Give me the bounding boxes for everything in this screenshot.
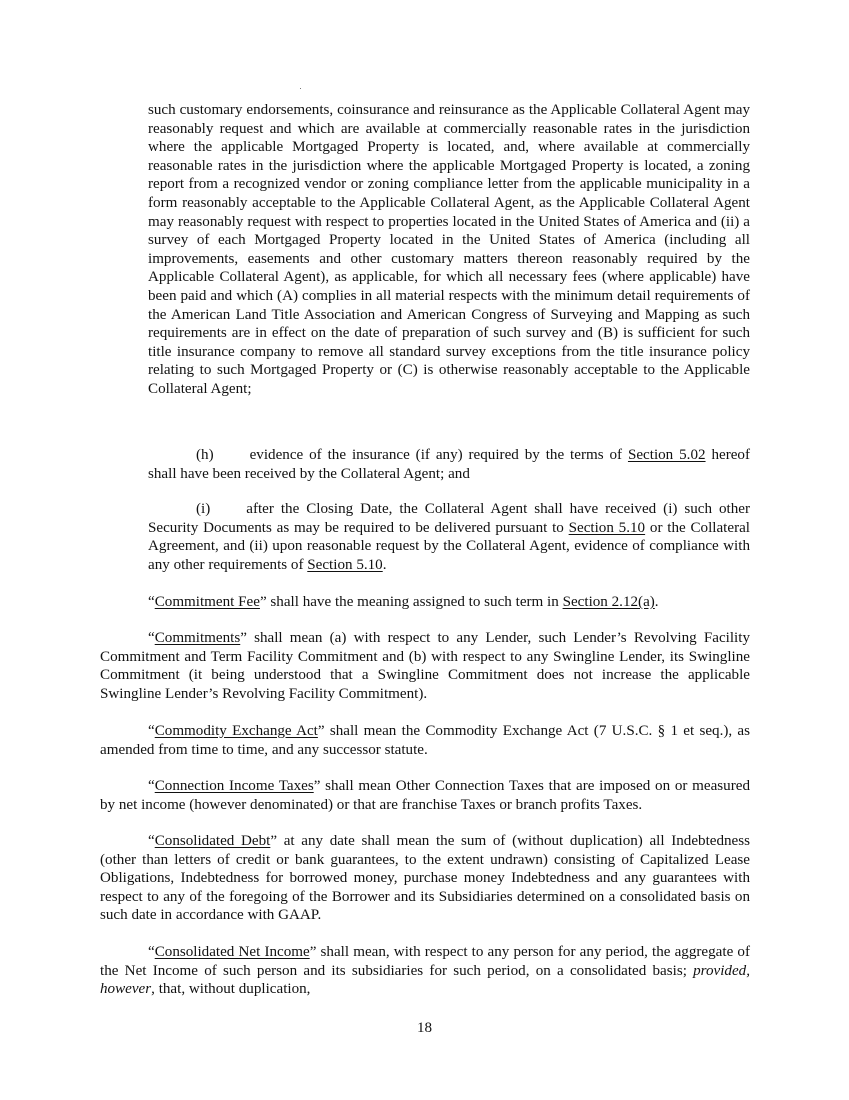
clause-i-text-1: after the Closing Date, the Collateral Agent shall have received (i) such other Security Documents as may be required to be delivered pursuant to bbox=[148, 501, 750, 536]
section-5-02-link[interactable]: Section 5.02 bbox=[627, 447, 706, 463]
term-commitments: Commitments bbox=[154, 630, 241, 646]
open-quote: “ bbox=[148, 833, 155, 849]
definition-consolidated-net-income bbox=[100, 943, 750, 999]
definition-text: ” shall have the meaning assigned to such term in bbox=[259, 594, 563, 610]
clause-i-text-2: or the Collateral Agreement, and (ii) upon reasonable request by the Collateral Agent, evidence of compliance with any other requirements of bbox=[148, 519, 750, 573]
open-quote: “ bbox=[148, 723, 155, 739]
definition-text-end: , that, without duplication, bbox=[151, 981, 311, 998]
open-quote: “ bbox=[148, 778, 155, 794]
page-number: 18 bbox=[416, 1020, 433, 1036]
section-5-10-link-1[interactable]: Section 5.10 bbox=[568, 519, 646, 536]
clause-h-text-before: evidence of the insurance (if any) required by the terms of bbox=[249, 447, 628, 463]
proviso-italic: provided, however bbox=[100, 962, 750, 998]
term-commodity-exchange-act: Commodity Exchange Act bbox=[154, 723, 318, 739]
definition-text: ” at any date shall mean the sum of (without duplication) all Indebtedness (other than letters of credit or bank guarantees, to the extent undrawn) consisting of Capitalized Lease Obligations, Indebtedness for borrowed money, purchase money Indebtedness and any guarantees with respect to any of the foregoing of the Borrower and its Subsidiaries determined on a consolidated basis on such date in accordance with GAAP. bbox=[100, 833, 750, 924]
definition-commodity-exchange-act bbox=[100, 722, 750, 759]
definition-text: ” shall mean (a) with respect to any Lender, such Lender’s Revolving Facility Commitment and Term Facility Commitment and (b) with respect to any Swingline Lender, its Swingline Commitment (it being understood that a Swingline Commitment does not increase the applicable Swingline Lender’s Revolving Facility Commitment). bbox=[100, 630, 750, 702]
definition-commitment-fee bbox=[148, 593, 750, 612]
term-consolidated-debt: Consolidated Debt bbox=[154, 833, 271, 849]
open-quote: “ bbox=[148, 944, 155, 960]
definition-consolidated-debt bbox=[100, 832, 750, 925]
clause-h-label: (h) bbox=[196, 447, 214, 463]
definition-connection-income-taxes bbox=[100, 777, 750, 814]
clause-i-text-3: . bbox=[382, 556, 387, 573]
open-quote: “ bbox=[148, 630, 155, 646]
definition-text: ” shall mean, with respect to any person for any period, the aggregate of the Net Income of such person and its subsidiaries for such period, on a consolidated basis; bbox=[100, 944, 750, 979]
open-quote: “ bbox=[148, 594, 155, 610]
term-commitment-fee: Commitment Fee bbox=[154, 594, 260, 610]
section-2-12a-link[interactable]: Section 2.12(a) bbox=[562, 594, 655, 610]
definition-text: ” shall mean the Commodity Exchange Act (7 U.S.C. § 1 et seq.), as amended from time to time, and any successor statute. bbox=[100, 723, 751, 758]
clause-h bbox=[148, 446, 750, 483]
clause-g-continuation: such customary endorsements, coinsurance and reinsurance as the Applicable Collateral Agent may reasonably request and which are available at commercially reasonable rates in the jurisdiction where the applicable Mortgaged Property is located, and, where available at commercially reasonable rates in the jurisdiction where the applicable Mortgaged Property is located, a zoning report from a recognized vendor or zoning compliance letter from the applicable municipality in a form reasonably acceptable to the Applicable Collateral Agent, as the Applicable Collateral Agent may reasonably request with respect to properties located in the United States of America and (ii) a survey of each Mortgaged Property located in the United States of America (including all improvements, easements and other customary matters thereon reasonably required by the Applicable Collateral Agent), as applicable, for which all necessary fees (where applicable) have been paid and which (A) complies in all material respects with the minimum detail requirements of the American Land Title Association and American Congress of Surveying and Mapping as such requirements are in effect on the date of preparation of such survey and (B) is sufficient for such title insurance company to remove all standard survey exceptions from the title insurance policy relating to such Mortgaged Property or (C) is otherwise reasonably acceptable to the Applicable Collateral Agent; bbox=[148, 102, 750, 397]
term-connection-income-taxes: Connection Income Taxes bbox=[154, 778, 314, 794]
definition-commitments bbox=[100, 629, 750, 703]
scan-artifact-dot bbox=[300, 88, 301, 89]
definition-text-end: . bbox=[654, 594, 659, 610]
section-5-10-link-2[interactable]: Section 5.10 bbox=[307, 556, 383, 573]
clause-h-text-after: hereof shall have been received by the Collateral Agent; and bbox=[148, 447, 750, 482]
term-consolidated-net-income: Consolidated Net Income bbox=[154, 944, 310, 960]
definition-text: ” shall mean Other Connection Taxes that are imposed on or measured by net income (however denominated) or that are franchise Taxes or branch profits Taxes. bbox=[100, 778, 750, 813]
clause-i-label: (i) bbox=[196, 501, 211, 517]
clause-i bbox=[148, 500, 750, 574]
